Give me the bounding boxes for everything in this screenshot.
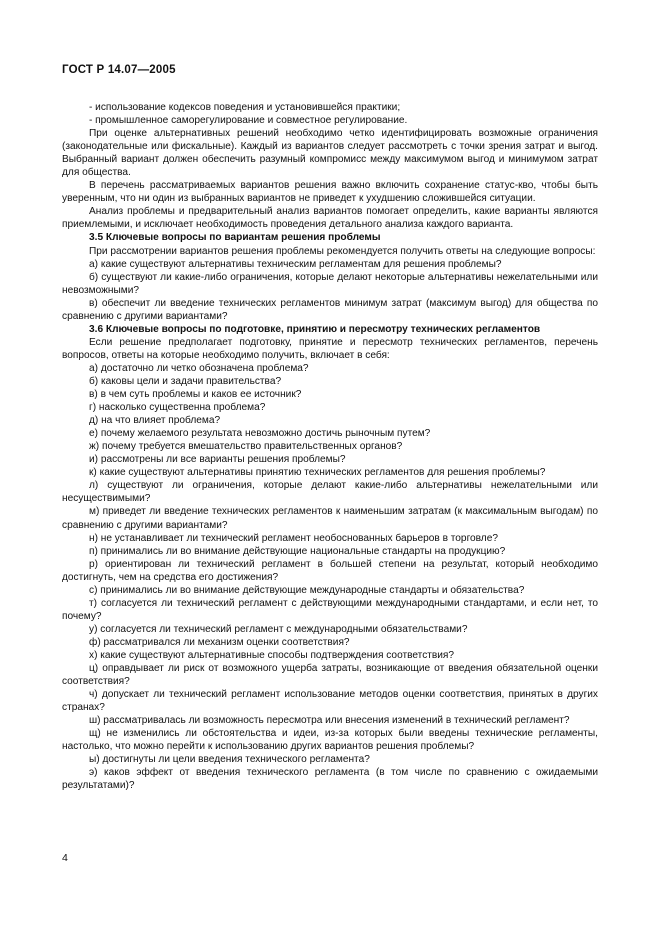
paragraph: Анализ проблемы и предварительный анализ вариантов помогает определить, какие варианты являются приемлемыми, и исключает необходимость проведения детального анализа каждого варианта. xyxy=(62,206,598,231)
paragraph: В перечень рассматриваемых вариантов решения важно включить сохранение статус-кво, чтобы быть уверенным, что ни один из выбранных вариантов не приведет к ухудшению сложившейся ситуации. xyxy=(62,180,598,205)
paragraph: п) принимались ли во внимание действующие национальные стандарты на продукцию? xyxy=(89,545,506,557)
paragraph: ы) достигнуты ли цели введения технического регламента? xyxy=(89,754,370,766)
section-heading: 3.6 Ключевые вопросы по подготовке, принятию и пересмотру технических регламентов xyxy=(89,323,541,335)
paragraph: б) существуют ли какие-либо ограничения, которые делают некоторые альтернативы нежелательными или невозможными? xyxy=(62,271,598,296)
paragraph: щ) не изменились ли обстоятельства и идеи, из-за которых были введены технические регламенты, настолько, что можно перейти к использованию других вариантов решения проблемы? xyxy=(62,728,598,753)
paragraph: ш) рассматривалась ли возможность пересмотра или внесения изменений в технический регламент? xyxy=(89,715,570,727)
paragraph: в) обеспечит ли введение технических регламентов минимум затрат (максимум выгод) для общества по сравнению с другими вариантами? xyxy=(62,297,598,322)
paragraph: При оценке альтернативных решений необходимо четко идентифицировать возможные ограничения (законодательные или фискальные). Каждый из вариантов следует рассмотреть с точки зрения затрат и выгод. Выбранный вариант должен обеспечить разумный компромисс между максимумом выгод и минимумом затрат для общества. xyxy=(62,128,598,179)
paragraph: э) каков эффект от введения технического регламента (в том числе по сравнению с ожидаемыми результатами)? xyxy=(62,767,598,792)
paragraph: При рассмотрении вариантов решения проблемы рекомендуется получить ответы на следующие вопросы: xyxy=(89,245,596,257)
paragraph: б) каковы цели и задачи правительства? xyxy=(89,375,282,387)
section-heading: 3.5 Ключевые вопросы по вариантам решения проблемы xyxy=(89,232,381,244)
page-number: 4 xyxy=(62,852,68,864)
paragraph: а) достаточно ли четко обозначена проблема? xyxy=(89,362,309,374)
paragraph: и) рассмотрены ли все варианты решения проблемы? xyxy=(89,454,346,466)
paragraph: в) в чем суть проблемы и каков ее источник? xyxy=(89,389,302,401)
paragraph: - промышленное саморегулирование и совместное регулирование. xyxy=(89,115,408,127)
paragraph: л) существуют ли ограничения, которые делают какие-либо альтернативы нежелательными или несуществимыми? xyxy=(62,480,598,505)
paragraph: а) какие существуют альтернативы техническим регламентам для решения проблемы? xyxy=(89,258,502,270)
paragraph: е) почему желаемого результата невозможно достичь рыночным путем? xyxy=(89,428,431,440)
paragraph: г) насколько существенна проблема? xyxy=(89,402,266,414)
paragraph: с) принимались ли во внимание действующие международные стандарты и обязательства? xyxy=(89,584,525,596)
document-body xyxy=(62,101,598,792)
paragraph: у) согласуется ли технический регламент с международными обязательствами? xyxy=(89,623,468,635)
paragraph: ц) оправдывает ли риск от возможного ущерба затраты, возникающие от введения обязательной оценки соответствия? xyxy=(62,663,598,688)
paragraph: ж) почему требуется вмешательство правительственных органов? xyxy=(89,441,403,453)
paragraph: р) ориентирован ли технический регламент в большей степени на результат, который необходимо достигнуть, чем на средства его достижения? xyxy=(62,558,598,583)
paragraph: м) приведет ли введение технических регламентов к наименьшим затратам (к максимальным выгодам) по сравнению с другими вариантами? xyxy=(62,506,598,531)
document-header: ГОСТ Р 14.07—2005 xyxy=(62,64,176,76)
paragraph: Если решение предполагает подготовку, принятие и пересмотр технических регламентов, перечень вопросов, ответы на которые необходимо получить, включает в себя: xyxy=(62,336,598,361)
paragraph: к) какие существуют альтернативы принятию технических регламентов для решения проблемы? xyxy=(89,467,546,479)
paragraph: д) на что влияет проблема? xyxy=(89,415,221,427)
paragraph: ч) допускает ли технический регламент использование методов оценки соответствия, принятых в других странах? xyxy=(62,689,598,714)
paragraph: х) какие существуют альтернативные способы подтверждения соответствия? xyxy=(89,649,455,661)
paragraph: ф) рассматривался ли механизм оценки соответствия? xyxy=(89,636,350,648)
paragraph: т) согласуется ли технический регламент с действующими международными стандартами, и если нет, то почему? xyxy=(62,597,598,622)
paragraph: н) не устанавливает ли технический регламент необоснованных барьеров в торговле? xyxy=(89,532,498,544)
paragraph: - использование кодексов поведения и установившейся практики; xyxy=(89,102,401,113)
